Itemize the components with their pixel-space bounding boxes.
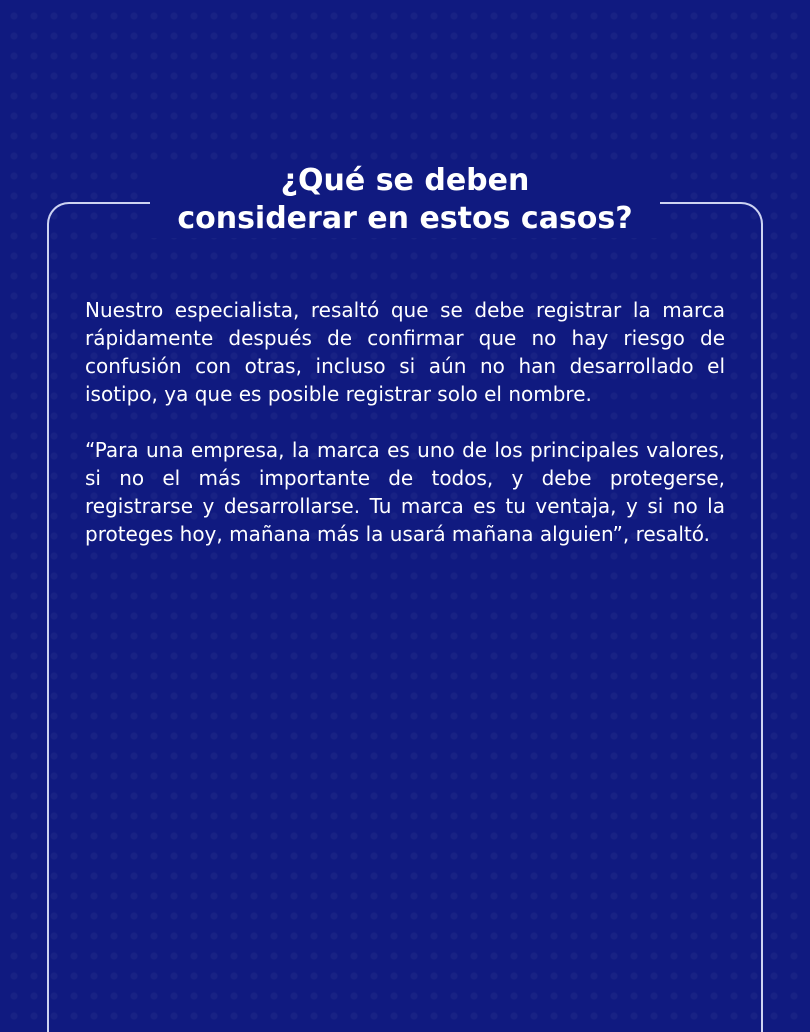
paragraph-specialist: Nuestro especialista, resaltó que se debe registrar la marca rápidamente después de confirmar que no hay riesgo de confusión con otras, incluso si aún no han desarrollado el isotipo, ya que es posible registrar solo el nombre. [85,298,725,406]
body-text [85,296,725,548]
title-line-1: ¿Qué se deben [280,163,530,198]
paragraph-quote: “Para una empresa, la marca es uno de los principales valores, si no el más importante de todos, y debe protegerse, registrarse y desarrollarse. Tu marca es tu ventaja, y si no la proteges hoy, mañana más la usará mañana alguien”, resaltó. [85,438,725,546]
title-line-2: considerar en estos casos? [177,201,633,236]
page-title [150,162,660,238]
